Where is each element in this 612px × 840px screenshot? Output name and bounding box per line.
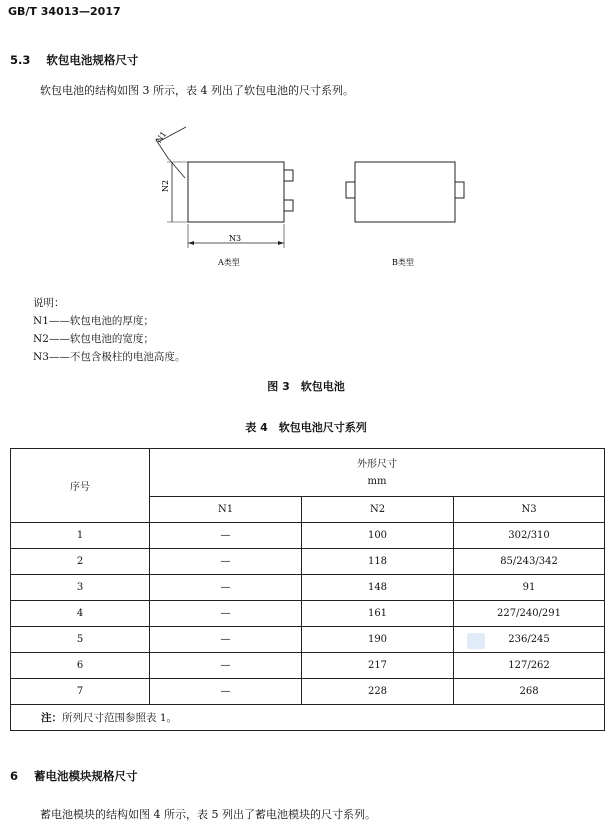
cell-index: 3	[11, 575, 150, 601]
table-row	[11, 601, 605, 627]
table-row	[11, 627, 605, 653]
col-header-n3: N3	[454, 497, 605, 523]
cell-n1: —	[150, 523, 302, 549]
figure-3-caption: 图 3 软包电池	[267, 380, 345, 393]
cell-n1: —	[150, 679, 302, 705]
cell-index: 6	[11, 653, 150, 679]
cell-n2: 118	[302, 549, 454, 575]
col-group-unit: mm	[367, 475, 387, 487]
section-6-heading	[10, 768, 138, 784]
cell-n1: —	[150, 601, 302, 627]
legend-item-n3: N3——不包含极柱的电池高度。	[33, 351, 186, 363]
section-5-3-heading	[10, 52, 138, 68]
note-text: 所列尺寸范围参照表 1。	[62, 712, 178, 724]
col-header-index: 序号	[11, 449, 150, 523]
note-label: 注：	[41, 712, 62, 724]
cell-index: 2	[11, 549, 150, 575]
label-type-a: A类型	[218, 258, 240, 267]
cell-n1: —	[150, 575, 302, 601]
cell-n3: 302/310	[454, 523, 605, 549]
battery-a-body	[188, 162, 284, 222]
col-header-n2: N2	[302, 497, 454, 523]
cell-n2: 161	[302, 601, 454, 627]
section-number: 5.3	[10, 53, 31, 67]
cell-n2: 148	[302, 575, 454, 601]
dim-n1-label: N1	[154, 129, 169, 145]
cell-index: 1	[11, 523, 150, 549]
section-number: 6	[10, 769, 19, 783]
col-group-header	[150, 449, 605, 497]
table-row	[11, 653, 605, 679]
cell-n3: 85/243/342	[454, 549, 605, 575]
section-5-3-intro: 软包电池的结构如图 3 所示，表 4 列出了软包电池的尺寸系列。	[40, 84, 354, 97]
cell-n3: 127/262	[454, 653, 605, 679]
section-title: 软包电池规格尺寸	[46, 53, 139, 67]
legend-item-n2: N2——软包电池的宽度；	[33, 333, 154, 345]
table-4-caption: 表 4 软包电池尺寸系列	[245, 421, 367, 434]
cell-n3: 236/245	[454, 627, 605, 653]
cell-n2: 217	[302, 653, 454, 679]
cell-n3: 268	[454, 679, 605, 705]
cell-n2: 228	[302, 679, 454, 705]
table-note	[11, 705, 605, 731]
cell-n3: 91	[454, 575, 605, 601]
battery-a-tab-top	[284, 170, 293, 181]
cell-n1: —	[150, 627, 302, 653]
battery-b-tab-left	[346, 182, 355, 198]
col-group-title: 外形尺寸	[357, 458, 398, 470]
table-row	[11, 523, 605, 549]
cell-n1: —	[150, 653, 302, 679]
table-row	[11, 575, 605, 601]
table-row	[11, 679, 605, 705]
table-row	[11, 549, 605, 575]
figure-3-drawing	[140, 120, 480, 280]
cell-n2: 100	[302, 523, 454, 549]
table-4	[10, 448, 605, 731]
battery-b-body	[355, 162, 455, 222]
cell-n1: —	[150, 549, 302, 575]
battery-b-tab-right	[455, 182, 464, 198]
dim-n2-label: N2	[161, 179, 170, 192]
label-type-b: B类型	[392, 258, 414, 267]
section-6-intro: 蓄电池模块的结构如图 4 所示，表 5 列出了蓄电池模块的尺寸系列。	[40, 808, 376, 821]
watermark-mark	[467, 633, 485, 649]
standard-code: GB/T 34013—2017	[8, 5, 121, 18]
cell-n2: 190	[302, 627, 454, 653]
cell-index: 4	[11, 601, 150, 627]
legend-item-n1: N1——软包电池的厚度；	[33, 315, 154, 327]
dim-n3-label: N3	[229, 234, 242, 243]
cell-n3: 227/240/291	[454, 601, 605, 627]
col-header-n1: N1	[150, 497, 302, 523]
legend-title: 说明：	[33, 297, 65, 309]
battery-a-tab-bottom	[284, 200, 293, 211]
section-title: 蓄电池模块规格尺寸	[34, 769, 138, 783]
cell-index: 7	[11, 679, 150, 705]
cell-index: 5	[11, 627, 150, 653]
